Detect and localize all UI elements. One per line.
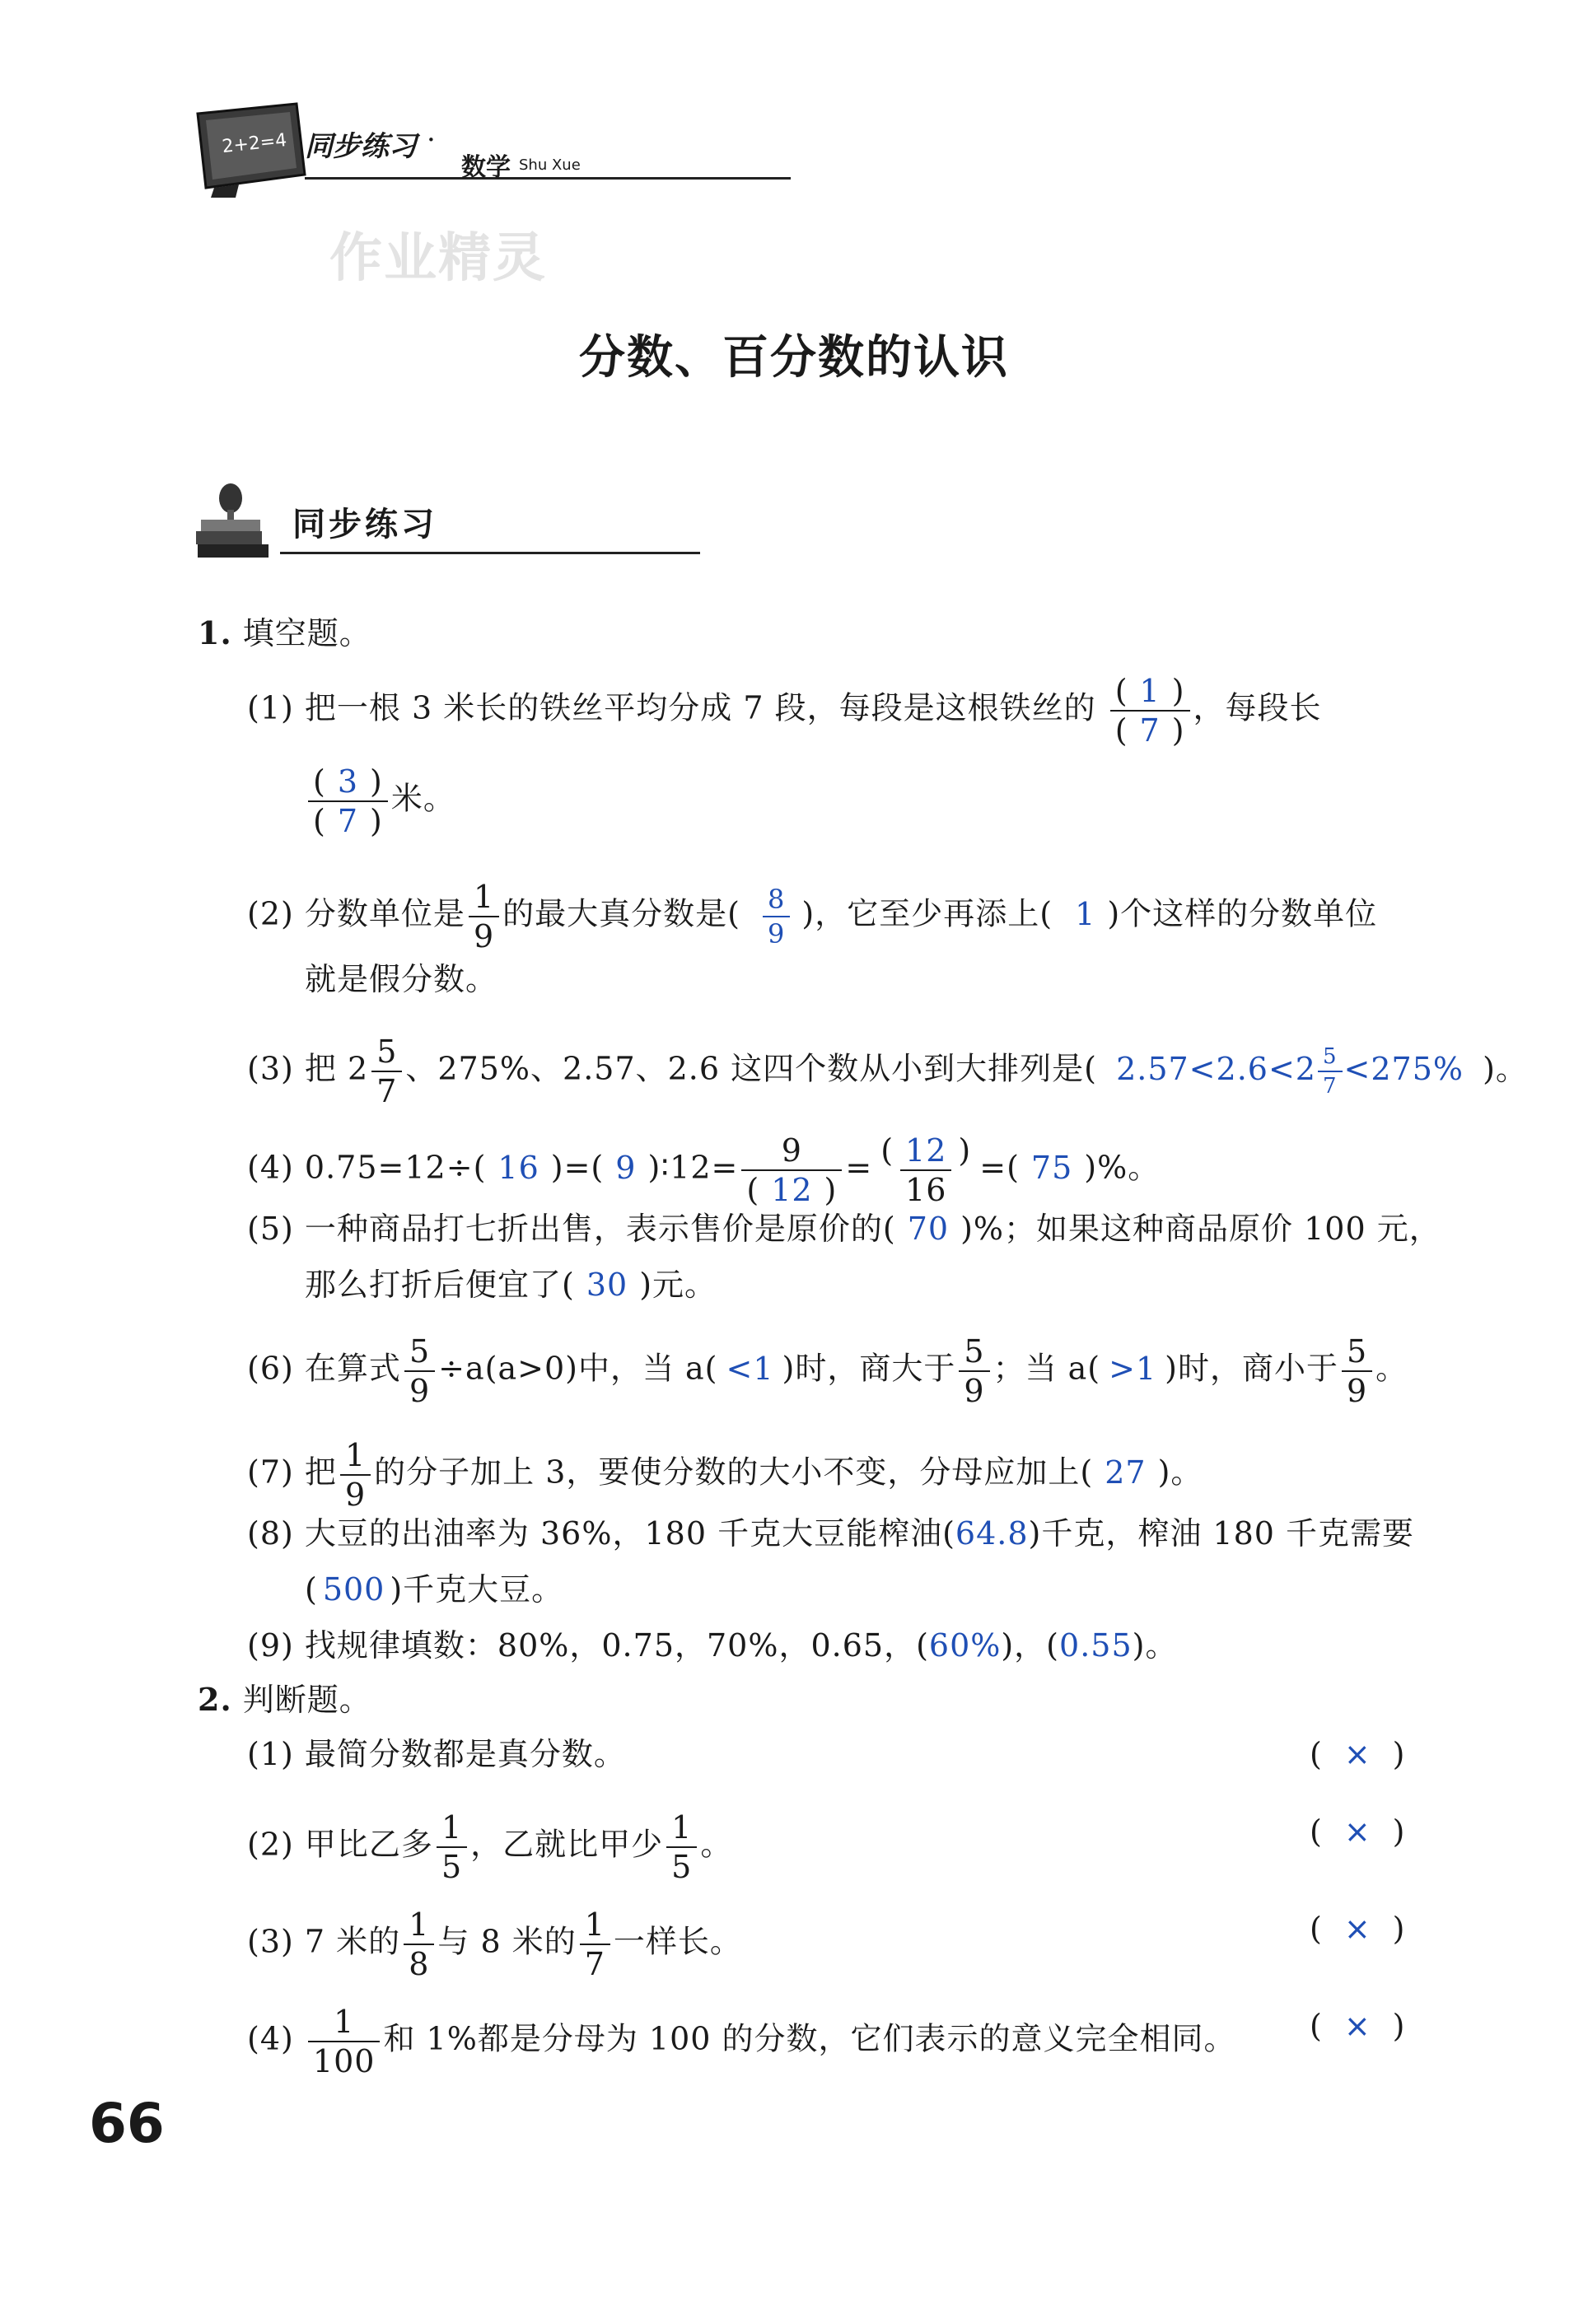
item-text: ；当 a(	[992, 1350, 1101, 1387]
item-text: 分数单位是	[304, 895, 465, 932]
denominator: 16	[900, 1169, 951, 1206]
answer-value: 70	[907, 1211, 950, 1247]
q1-item-4	[247, 1132, 1161, 1208]
numerator: 1	[344, 1437, 367, 1473]
q2-answer-3: ( × )	[1310, 1911, 1406, 1947]
item-text: =(	[979, 1149, 1020, 1186]
fraction	[959, 1333, 989, 1409]
item-index: (3)	[247, 1923, 294, 1960]
denominator: 100	[308, 2041, 381, 2077]
answer-value: 60%	[928, 1627, 1002, 1664]
item-text: )时，商小于	[1165, 1350, 1338, 1387]
fraction	[404, 1906, 434, 1982]
fraction	[469, 881, 499, 952]
answer-value: 7	[1318, 1071, 1343, 1097]
item-text: =	[845, 1149, 873, 1186]
q1-item-1-cont	[305, 763, 455, 839]
denominator: 9	[340, 1474, 371, 1510]
numerator: 5	[376, 1034, 398, 1070]
answer-value: 9	[615, 1149, 637, 1186]
q1-item-3	[247, 1036, 1528, 1107]
answer-value: 5	[1322, 1044, 1338, 1069]
item-text: 和 1%都是分母为 100 的分数，它们表示的意义完全相同。	[383, 2020, 1236, 2057]
q1-item-1	[247, 673, 1322, 749]
answer-mark: ×	[1343, 1736, 1371, 1772]
item-index: (1)	[247, 689, 294, 726]
fraction	[1342, 1333, 1372, 1409]
item-text: )%。	[1084, 1149, 1161, 1186]
item-index: (2)	[247, 1826, 294, 1863]
item-text: 把一根 3 米长的铁丝平均分成 7 段，每段是这根铁丝的	[304, 689, 1096, 726]
answer-value: 0.55	[1059, 1627, 1133, 1664]
answer-mark: ×	[1343, 1813, 1371, 1850]
item-text: )。	[1132, 1627, 1178, 1664]
q1-item-9	[247, 1626, 1177, 1665]
numerator: 1	[473, 879, 495, 915]
denominator: 9	[469, 916, 499, 952]
item-text: (	[305, 1571, 318, 1608]
item-index: (7)	[247, 1454, 294, 1491]
fraction	[308, 2006, 381, 2077]
item-text: )千克大豆。	[390, 1571, 564, 1608]
denominator: 5	[437, 1846, 467, 1883]
numerator: 1	[441, 1809, 463, 1846]
item-index: (4)	[247, 2020, 294, 2057]
q1-item-2	[247, 881, 1377, 952]
item-text: 的最大真分数是(	[502, 895, 740, 932]
item-text: 最简分数都是真分数。	[304, 1736, 626, 1772]
item-text: 找规律填数：80%，0.75，70%，0.65，(	[304, 1627, 929, 1664]
fraction	[437, 1809, 467, 1885]
item-index: (1)	[247, 1736, 294, 1772]
answer-value: 500	[322, 1571, 385, 1608]
denominator: 8	[404, 1944, 434, 1980]
q1-item-7	[247, 1437, 1203, 1513]
item-text: )千克，榨油 180 千克需要	[1028, 1515, 1415, 1552]
denominator: 9	[1342, 1370, 1372, 1407]
item-text: 7 米的	[304, 1923, 401, 1960]
answer-fraction: $\frac{( 12 )}{16}$	[880, 1132, 972, 1208]
blackboard-text: 2+2=4	[221, 129, 288, 158]
answer-value: 12	[771, 1172, 813, 1208]
item-text: 0.75=12÷(	[304, 1149, 487, 1186]
q1-item-8	[247, 1514, 1414, 1553]
denominator: 7	[371, 1071, 402, 1107]
item-text: 的分子加上 3，要使分数的大小不变，分母应加上(	[374, 1454, 1094, 1491]
item-text: 。	[700, 1826, 733, 1863]
denominator: 9	[959, 1370, 989, 1407]
item-text: )。	[1483, 1050, 1528, 1087]
q1-item-2-cont	[305, 959, 497, 999]
item-text: 与 8 米的	[437, 1923, 577, 1960]
item-text: )∶12=	[647, 1149, 739, 1186]
item-text: )个这样的分数单位	[1107, 895, 1378, 932]
header-subject-pinyin: Shu Xue	[519, 156, 581, 174]
section-badge-label: 同步练习	[292, 506, 437, 544]
answer-value: >1	[1109, 1350, 1157, 1387]
q1-number: 1.	[198, 614, 232, 651]
q2-answer-4: ( × )	[1310, 2008, 1406, 2044]
item-text: )%；如果这种商品原价 100 元，	[960, 1211, 1441, 1247]
answer-value: 1	[1139, 673, 1161, 709]
page-number: 66	[89, 2092, 165, 2155]
item-index: (4)	[247, 1149, 294, 1186]
numerator: 5	[409, 1333, 431, 1370]
item-index: (2)	[247, 895, 294, 932]
answer-ordering	[1108, 1044, 1464, 1099]
numerator: 5	[1346, 1333, 1368, 1370]
denominator: 5	[666, 1846, 697, 1883]
books-lamp-icon	[189, 474, 280, 564]
item-text: 。	[1375, 1350, 1408, 1387]
answer-value: 27	[1105, 1454, 1147, 1491]
item-index: (6)	[247, 1350, 294, 1387]
q2-item-4	[247, 2006, 1236, 2077]
header-subject: 数学	[461, 153, 511, 182]
item-index: (9)	[247, 1627, 294, 1664]
q2-number: 2.	[198, 1681, 232, 1718]
answer-value: 12	[905, 1132, 947, 1169]
item-text: 就是假分数。	[305, 961, 498, 997]
q2-item-2	[247, 1809, 733, 1885]
answer-fraction	[1318, 1046, 1343, 1097]
answer-value: 1	[1075, 895, 1096, 932]
answer-value: 8	[768, 884, 786, 915]
answer-fraction: $\frac{( 1 )}{( 7 )}$	[1110, 675, 1190, 746]
fraction	[371, 1036, 402, 1107]
q1-item-6	[247, 1333, 1408, 1409]
header	[189, 99, 618, 198]
item-text: 米。	[390, 780, 455, 817]
q2-item-3	[247, 1906, 742, 1982]
item-text: 在算式	[304, 1350, 401, 1387]
item-text: ，乙就比甲少	[470, 1826, 664, 1863]
answer-fraction	[763, 884, 790, 950]
fraction	[404, 1333, 435, 1409]
item-text: )元。	[639, 1267, 717, 1303]
answer-value: 2.57<2.6<2	[1116, 1050, 1316, 1087]
item-text: 大豆的出油率为 36%，180 千克大豆能榨油(	[304, 1515, 955, 1552]
item-text: )，(	[1001, 1627, 1060, 1664]
numerator: 9	[781, 1132, 802, 1169]
q2-heading	[198, 1680, 371, 1720]
fraction	[580, 1906, 610, 1982]
item-text: )时，商大于	[782, 1350, 956, 1387]
answer-value: 64.8	[955, 1515, 1029, 1552]
item-text: 一样长。	[613, 1923, 742, 1960]
numerator: 1	[409, 1906, 430, 1943]
answer-value: 3	[337, 763, 359, 800]
answer-mark: ×	[1343, 1911, 1371, 1947]
answer-fraction: $\frac{9}{( 12 )}$	[741, 1135, 842, 1206]
answer-value: <1	[726, 1350, 774, 1387]
answer-value: 75	[1030, 1149, 1073, 1186]
item-index: (3)	[247, 1050, 294, 1087]
answer-value: 9	[763, 916, 790, 947]
item-index: (8)	[247, 1515, 294, 1552]
numerator: 1	[671, 1809, 693, 1846]
blackboard-icon	[189, 99, 313, 198]
item-index: (5)	[247, 1211, 294, 1247]
numerator: 5	[964, 1333, 985, 1370]
section-badge	[189, 474, 519, 564]
section-badge-underline	[280, 552, 700, 554]
item-text: 把	[304, 1454, 337, 1491]
answer-value: <275%	[1343, 1050, 1464, 1087]
q2-item-1	[247, 1734, 626, 1774]
item-text: ÷a(a>0)中，当 a(	[438, 1350, 718, 1387]
q1-label: 填空题。	[242, 615, 371, 651]
header-series: 同步练习	[305, 130, 417, 163]
q2-label: 判断题。	[242, 1682, 371, 1718]
q1-item-5-cont	[305, 1265, 717, 1304]
watermark: 作业精灵	[329, 228, 547, 289]
answer-mark: ×	[1343, 2008, 1371, 2044]
answer-value: 7	[337, 803, 359, 839]
header-dot: ·	[427, 124, 436, 156]
item-text: )=(	[550, 1149, 605, 1186]
answer-value: 7	[1139, 712, 1161, 749]
q2-answer-2: ( × )	[1310, 1813, 1406, 1850]
header-subject-line	[305, 177, 791, 180]
item-text: 把 2	[304, 1050, 369, 1087]
item-text: 一种商品打七折出售，表示售价是原价的(	[304, 1211, 896, 1247]
denominator: 7	[580, 1944, 610, 1980]
item-text: )，它至少再添上(	[801, 895, 1053, 932]
q1-item-8-cont	[305, 1570, 563, 1609]
q1-heading	[198, 614, 371, 653]
numerator: 1	[334, 2004, 355, 2040]
fraction	[340, 1437, 371, 1513]
item-text: 、275%、2.57、2.6 这四个数从小到大排列是(	[405, 1050, 1097, 1087]
item-text: )。	[1157, 1454, 1203, 1491]
numerator: 1	[584, 1906, 605, 1943]
item-text: 那么打折后便宜了(	[305, 1267, 575, 1303]
fraction	[666, 1809, 697, 1885]
page-title: 分数、百分数的认识	[579, 330, 1009, 385]
denominator: 9	[404, 1370, 435, 1407]
answer-value: 16	[497, 1149, 539, 1186]
q2-answer-1: ( × )	[1310, 1736, 1406, 1772]
item-text: ，每段长	[1193, 689, 1322, 726]
q1-item-5	[247, 1209, 1441, 1248]
answer-value: 30	[586, 1267, 628, 1303]
item-text: 甲比乙多	[304, 1826, 433, 1863]
answer-fraction: $\frac{( 3 )}{( 7 )}$	[308, 766, 388, 837]
